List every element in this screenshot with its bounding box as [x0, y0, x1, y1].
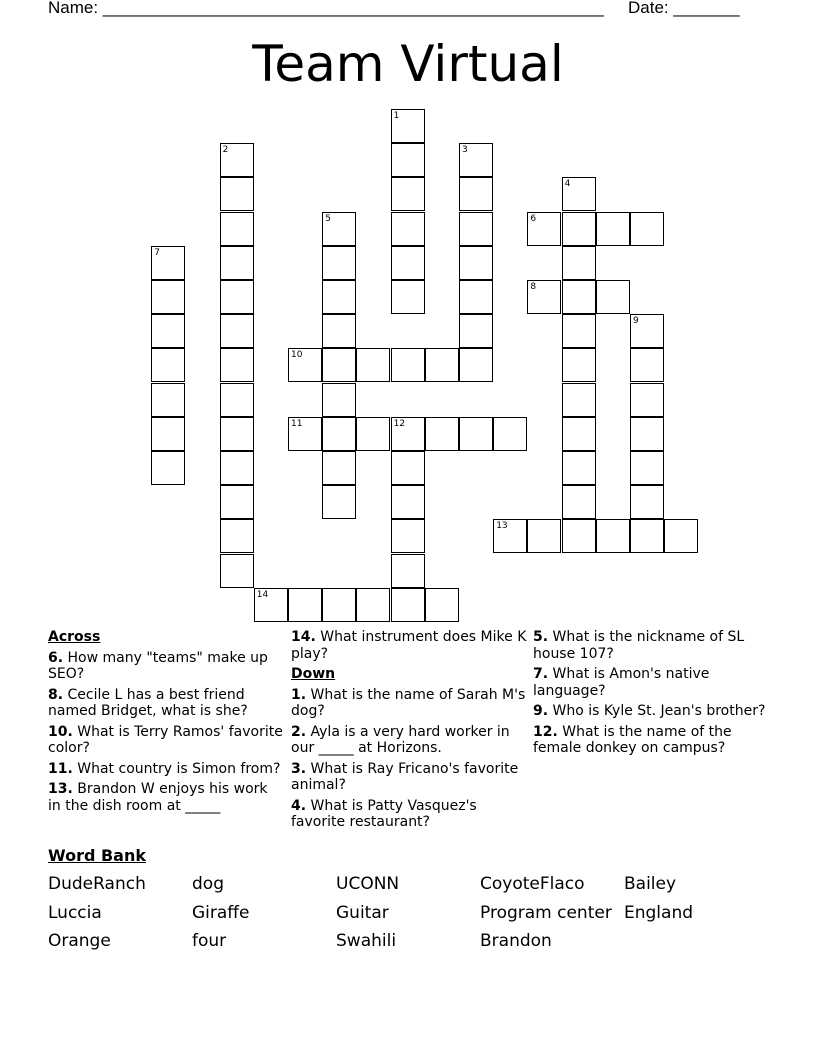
grid-cell[interactable]	[151, 348, 185, 382]
puzzle-title: Team Virtual	[252, 35, 564, 93]
clue-number: 13	[496, 521, 508, 532]
grid-cell[interactable]	[220, 143, 254, 177]
grid-cell[interactable]	[322, 485, 356, 519]
word-bank-item: DudeRanch	[48, 874, 146, 894]
grid-cell[interactable]	[596, 519, 630, 553]
clue-number: 8	[530, 282, 537, 292]
grid-cell[interactable]	[151, 314, 185, 348]
grid-cell[interactable]	[322, 588, 356, 622]
grid-cell[interactable]	[664, 519, 698, 553]
grid-cell[interactable]	[220, 177, 254, 211]
grid-cell[interactable]	[322, 280, 356, 314]
word-bank-item: Luccia	[48, 902, 102, 923]
grid-cell[interactable]	[151, 417, 185, 451]
grid-cell[interactable]	[425, 348, 459, 382]
grid-cell[interactable]	[630, 485, 664, 519]
clue-down-2[interactable]: 2. Ayla is a very hard worker in our _____ at Horizons.	[291, 723, 510, 756]
clues-column-2	[291, 629, 527, 835]
grid-cell[interactable]	[596, 212, 630, 246]
grid-cell[interactable]	[288, 588, 322, 622]
grid-cell[interactable]	[391, 451, 425, 485]
grid-cell[interactable]	[596, 280, 630, 314]
grid-cell[interactable]	[322, 451, 356, 485]
clue-across-14[interactable]: 14. What instrument does Mike K play?	[291, 629, 527, 662]
grid-cell[interactable]	[391, 554, 425, 588]
grid-cell[interactable]	[322, 348, 356, 382]
clue-down-9[interactable]: 9. Who is Kyle St. Jean's brother?	[533, 703, 766, 719]
grid-cell[interactable]	[493, 417, 527, 451]
clue-across-6[interactable]: 6. How many "teams" make up SEO?	[48, 649, 268, 682]
clue-number: 1	[393, 111, 400, 121]
grid-cell[interactable]	[288, 417, 322, 451]
grid-cell[interactable]	[151, 383, 185, 417]
grid-cell[interactable]	[459, 212, 493, 246]
grid-cell[interactable]	[527, 280, 561, 314]
grid-cell[interactable]	[220, 485, 254, 519]
grid-cell[interactable]	[527, 212, 561, 246]
grid-cell[interactable]	[391, 588, 425, 622]
across-heading: Across	[48, 629, 101, 645]
word-bank-item: Orange	[48, 931, 111, 951]
word-bank-item: Brandon	[480, 931, 552, 951]
clues-column-1	[48, 629, 284, 818]
grid-cell[interactable]	[562, 177, 596, 211]
grid-cell[interactable]	[220, 417, 254, 451]
grid-cell[interactable]	[630, 383, 664, 417]
word-bank-item: UCONN	[336, 874, 400, 894]
grid-cell[interactable]	[220, 314, 254, 348]
grid-cell[interactable]	[151, 280, 185, 314]
word-bank-item: Guitar	[336, 902, 389, 923]
clue-number: 14	[256, 589, 269, 600]
grid-cell[interactable]	[459, 348, 493, 382]
grid-cell[interactable]	[562, 383, 596, 417]
clue-number: 11	[291, 418, 303, 429]
grid-cell[interactable]	[322, 314, 356, 348]
grid-cell[interactable]	[493, 519, 527, 553]
word-bank-item: dog	[192, 874, 224, 894]
word-bank-heading: Word Bank	[48, 846, 147, 865]
grid-cell[interactable]	[254, 588, 288, 622]
grid-cell[interactable]	[391, 212, 425, 246]
word-bank-item: four	[192, 931, 227, 951]
down-heading: Down	[291, 666, 336, 682]
grid-cell[interactable]	[391, 143, 425, 177]
grid-cell[interactable]	[562, 451, 596, 485]
grid-cell[interactable]	[220, 348, 254, 382]
grid-cell[interactable]	[562, 314, 596, 348]
grid-cell[interactable]	[356, 348, 390, 382]
clue-down-3[interactable]: 3. What is Ray Fricano's favorite animal?	[291, 760, 519, 793]
word-bank-item: CoyoteFlaco	[480, 874, 585, 894]
grid-cell[interactable]	[630, 417, 664, 451]
grid-cell[interactable]	[630, 212, 664, 246]
grid-cell[interactable]	[562, 246, 596, 280]
clue-across-13[interactable]: 13. Brandon W enjoys his work in the dish room at _____	[48, 781, 268, 814]
grid-cell[interactable]	[391, 417, 425, 451]
clue-number: 4	[564, 179, 571, 190]
grid-cell[interactable]	[356, 588, 390, 622]
clue-number: 3	[462, 145, 468, 156]
grid-cell[interactable]	[220, 280, 254, 314]
grid-cell[interactable]	[562, 348, 596, 382]
grid-cell[interactable]	[459, 177, 493, 211]
grid-cell[interactable]	[322, 246, 356, 280]
clue-number: 7	[154, 247, 160, 258]
grid-cell[interactable]	[220, 383, 254, 417]
clue-number: 5	[325, 213, 331, 224]
grid-cell[interactable]	[391, 246, 425, 280]
grid-cell[interactable]	[322, 383, 356, 417]
word-bank-item: Swahili	[336, 931, 397, 951]
clue-number: 6	[530, 213, 537, 224]
clue-across-11[interactable]: 11. What country is Simon from?	[48, 760, 281, 777]
clue-number: 2	[222, 145, 229, 156]
grid-cell[interactable]	[151, 451, 185, 485]
grid-cell[interactable]	[562, 519, 596, 553]
clue-number: 9	[633, 316, 639, 327]
grid-cell[interactable]	[425, 417, 459, 451]
clue-down-4[interactable]: 4. What is Patty Vasquez's favorite restaurant?	[291, 797, 477, 830]
clue-number: 10	[291, 350, 303, 361]
grid-cell[interactable]	[459, 417, 493, 451]
grid-cell[interactable]	[562, 485, 596, 519]
grid-cell[interactable]	[220, 554, 254, 588]
grid-cell[interactable]	[391, 348, 425, 382]
grid-cell[interactable]	[391, 109, 425, 143]
word-bank-item: Program center	[480, 902, 612, 923]
clue-number: 12	[393, 418, 406, 429]
grid-cell[interactable]	[220, 246, 254, 280]
clue-across-8[interactable]: 8. Cecile L has a best friend named Bridget, what is she?	[48, 686, 248, 719]
word-bank-item: England	[624, 902, 694, 923]
grid-cell[interactable]	[527, 519, 561, 553]
grid-cell[interactable]	[459, 314, 493, 348]
grid-cell[interactable]	[151, 246, 185, 280]
name-field[interactable]: Name: _____________________________________________________	[48, 0, 604, 17]
grid-cell[interactable]	[630, 519, 664, 553]
grid-cell[interactable]	[630, 348, 664, 382]
grid-cell[interactable]	[630, 314, 664, 348]
grid-cell[interactable]	[459, 246, 493, 280]
grid-cell[interactable]	[562, 212, 596, 246]
grid-cell[interactable]	[356, 417, 390, 451]
grid-cell[interactable]	[391, 519, 425, 553]
grid-cell[interactable]	[391, 177, 425, 211]
clue-across-10[interactable]: 10. What is Terry Ramos' favorite color?	[48, 723, 283, 756]
grid-cell[interactable]	[322, 212, 356, 246]
date-field[interactable]: Date: _______	[628, 0, 740, 17]
grid-cell[interactable]	[459, 280, 493, 314]
word-bank-item: Giraffe	[192, 902, 250, 923]
grid-cell[interactable]	[562, 280, 596, 314]
clues-column-3	[533, 629, 769, 761]
grid-cell[interactable]	[220, 212, 254, 246]
clue-down-5[interactable]: 5. What is the nickname of SL house 107?	[533, 629, 745, 662]
grid-cell[interactable]	[391, 280, 425, 314]
grid-cell[interactable]	[630, 451, 664, 485]
grid-cell[interactable]	[391, 485, 425, 519]
clue-down-12[interactable]: 12. What is the name of the female donkey on campus?	[533, 723, 732, 756]
word-bank-item: Bailey	[624, 874, 677, 894]
clue-down-1[interactable]: 1. What is the name of Sarah M's dog?	[291, 686, 526, 719]
grid-cell[interactable]	[288, 348, 322, 382]
grid-cell[interactable]	[322, 417, 356, 451]
clue-down-7[interactable]: 7. What is Amon's native language?	[533, 666, 710, 699]
grid-cell[interactable]	[562, 417, 596, 451]
grid-cell[interactable]	[220, 519, 254, 553]
grid-cell[interactable]	[459, 143, 493, 177]
grid-cell[interactable]	[220, 451, 254, 485]
grid-cell[interactable]	[425, 588, 459, 622]
